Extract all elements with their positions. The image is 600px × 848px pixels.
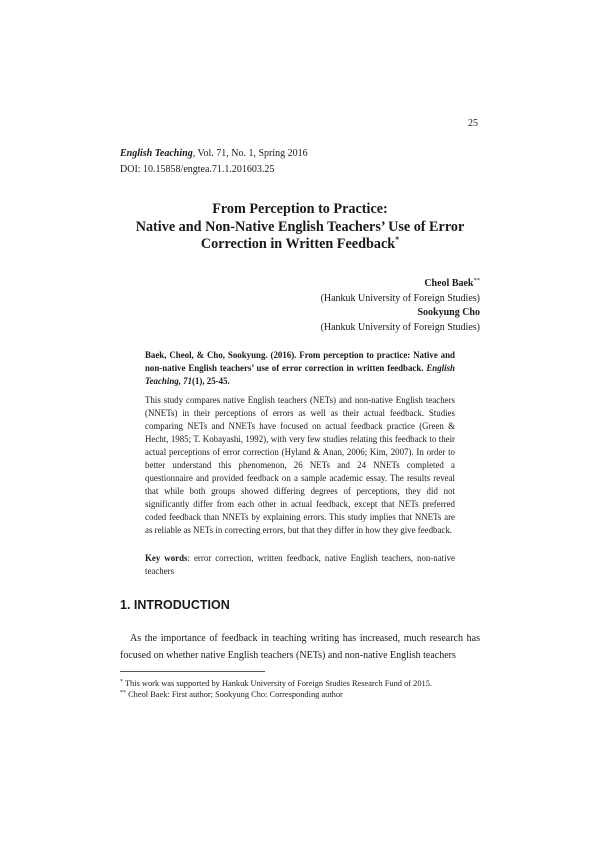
keywords-text: : error correction, written feedback, native English teachers, non-native teachers [145, 553, 455, 576]
title-line-3 [120, 236, 480, 254]
footnote-1-marker: * [120, 679, 123, 685]
footnote-2-text: Cheol Baek: First author; Sookyung Cho: Corresponding author [126, 690, 343, 699]
citation-journal: English Teaching, 71 [145, 363, 455, 386]
citation [145, 349, 455, 388]
author-affiliation-1: (Hankuk University of Foreign Studies) [320, 292, 480, 304]
journal-volume: , Vol. 71, No. 1, Spring 2016 [192, 148, 308, 159]
citation-issue: (1), 25-45. [192, 376, 230, 386]
journal-doi: DOI: 10.15858/engtea.71.1.201603.25 [120, 164, 275, 175]
abstract-text: This study compares native English teachers (NETs) and non-native English teachers (NNETs) in their perceptions of errors as well as their actual feedback. Studies comparing NETs and NNETs have focused on actual feedback practice (Green & Hecht, 1985; T. Kobayashi, 1992), with very few studies relating this feedback to their actual perceptions of error correction (Hyland & Anan, 2006; Kim, 2007). In order to better understand this phenomenon, 26 NETs and 24 NNETs completed a questionnaire and provided feedback on a sample academic essay. The results reveal that while both groups showed differing degrees of perceptions, they did not significantly differ from each other in actual feedback, except that NETs preferred coded feedback than NNETs by explaining errors. This study implies that NNETs are as reliable as NETs in correcting errors, but that they differ in how they give feedback. [145, 395, 455, 535]
citation-text: Baek, Cheol, & Cho, Sookyung. (2016). From perception to practice: Native and non-native English teachers’ use of error correction in written feedback. [145, 350, 455, 373]
section-heading: 1. INTRODUCTION [120, 598, 230, 612]
author-1-footnote-marker: ** [473, 277, 480, 284]
footnotes [120, 678, 432, 700]
author-affiliation-2: (Hankuk University of Foreign Studies) [320, 321, 480, 333]
journal-citation-line [120, 146, 308, 162]
journal-name: English Teaching [120, 148, 193, 159]
journal-info [120, 146, 308, 178]
paper-title [120, 201, 480, 254]
keywords [145, 552, 455, 578]
intro-paragraph: As the importance of feedback in teaching writing has increased, much research has focused on whether native English teachers (NETs) and non-native English teachers [120, 633, 480, 661]
author-name-1 [321, 277, 480, 292]
page-number: 25 [468, 118, 478, 129]
title-line-1: From Perception to Practice: [212, 201, 388, 217]
footnote-divider [120, 671, 265, 672]
author-name-1-text: Cheol Baek [424, 278, 474, 289]
footnote-1-text: This work was supported by Hankuk University of Foreign Studies Research Fund of 2015. [123, 679, 432, 688]
keywords-label: Key words [145, 553, 188, 563]
footnote-2 [120, 689, 432, 700]
title-line-2: Native and Non-Native English Teachers’ Use of Error [135, 218, 465, 235]
footnote-2-marker: ** [120, 690, 126, 696]
title-line-3-text: Correction in Written Feedback [200, 236, 396, 252]
abstract-block [145, 349, 455, 578]
title-footnote-marker: * [395, 235, 400, 244]
author-name-2: Sookyung Cho [417, 307, 480, 318]
author-block [321, 277, 480, 335]
footnote-1 [120, 678, 432, 689]
